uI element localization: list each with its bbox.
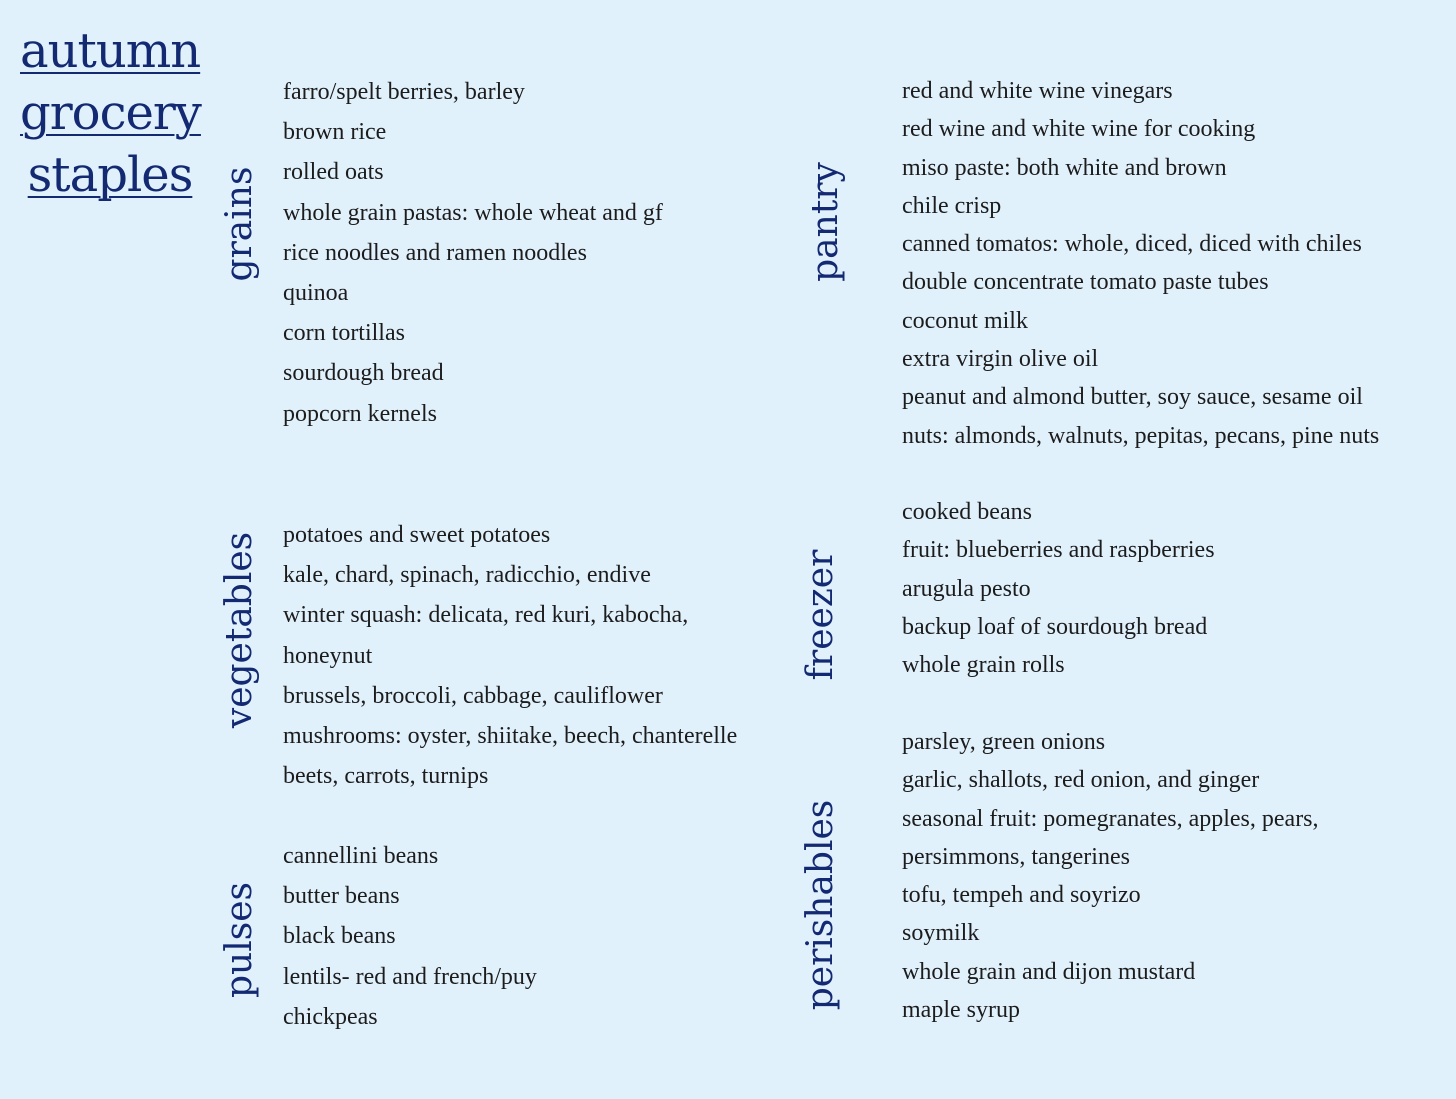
list-item: black beans: [283, 923, 396, 950]
list-item: miso paste: both white and brown: [902, 154, 1227, 181]
list-item: arugula pesto: [902, 575, 1031, 602]
list-item: farro/spelt berries, barley: [283, 79, 525, 105]
list-item: quinoa: [283, 280, 349, 307]
list-item: seasonal fruit: pomegranates, apples, pears,: [902, 805, 1319, 832]
list-item: cooked beans: [902, 499, 1032, 525]
list-item: tofu, tempeh and soyrizo: [902, 882, 1141, 909]
section-label-pulses: pulses: [219, 882, 260, 998]
section-label-freezer: freezer: [800, 549, 841, 681]
list-item: extra virgin olive oil: [902, 346, 1099, 373]
list-item: brussels, broccoli, cabbage, cauliflower: [283, 682, 663, 709]
section-label-pantry: pantry: [805, 162, 846, 282]
list-item: sourdough bread: [283, 360, 444, 387]
list-item: corn tortillas: [283, 320, 405, 347]
list-item: chickpeas: [283, 1003, 378, 1030]
list-grains: [283, 72, 803, 434]
list-item: maple syrup: [902, 997, 1020, 1024]
list-item: fruit: blueberries and raspberries: [902, 537, 1215, 564]
list-item: potatoes and sweet potatoes: [283, 522, 551, 548]
list-pulses: [283, 836, 803, 1037]
list-item: rice noodles and ramen noodles: [283, 239, 587, 266]
section-label-perishables: perishables: [800, 799, 841, 1011]
list-item: garlic, shallots, red onion, and ginger: [902, 767, 1260, 794]
list-item: beets, carrots, turnips: [283, 763, 489, 790]
title-line-3: staples: [27, 147, 193, 203]
title-line-2: grocery: [20, 85, 201, 141]
list-vegetables: [283, 515, 803, 796]
list-item: butter beans: [283, 883, 400, 910]
section-label-grains: grains: [219, 166, 260, 282]
list-freezer: [902, 493, 1442, 684]
list-item: popcorn kernels: [283, 400, 437, 427]
list-item: persimmons, tangerines: [902, 843, 1130, 870]
list-item: mushrooms: oyster, shiitake, beech, chanterelle: [283, 723, 738, 750]
page-title: [20, 20, 200, 206]
list-item: peanut and almond butter, soy sauce, sesame oil: [902, 384, 1363, 411]
list-item: whole grain rolls: [902, 652, 1065, 679]
list-item: soymilk: [902, 920, 980, 947]
list-item: double concentrate tomato paste tubes: [902, 269, 1269, 296]
list-item: coconut milk: [902, 307, 1028, 334]
list-item: honeynut: [283, 642, 373, 669]
list-item: red wine and white wine for cooking: [902, 116, 1256, 143]
list-item: whole grain pastas: whole wheat and gf: [283, 199, 663, 226]
list-item: lentils- red and french/puy: [283, 963, 537, 990]
title-line-1: autumn: [20, 23, 201, 79]
list-item: cannellini beans: [283, 843, 439, 869]
list-item: brown rice: [283, 119, 387, 146]
list-item: chile crisp: [902, 192, 1002, 219]
list-item: backup loaf of sourdough bread: [902, 613, 1208, 640]
list-item: rolled oats: [283, 159, 384, 186]
list-item: red and white wine vinegars: [902, 78, 1173, 104]
list-item: nuts: almonds, walnuts, pepitas, pecans, pine nuts: [902, 422, 1380, 449]
list-item: parsley, green onions: [902, 729, 1106, 755]
list-perishables: [902, 723, 1442, 1029]
section-label-vegetables: vegetables: [219, 531, 260, 729]
list-item: whole grain and dijon mustard: [902, 958, 1196, 985]
list-item: kale, chard, spinach, radicchio, endive: [283, 562, 651, 589]
list-pantry: [902, 72, 1442, 455]
list-item: canned tomatos: whole, diced, diced with chiles: [902, 231, 1362, 258]
list-item: winter squash: delicata, red kuri, kabocha,: [283, 602, 689, 629]
